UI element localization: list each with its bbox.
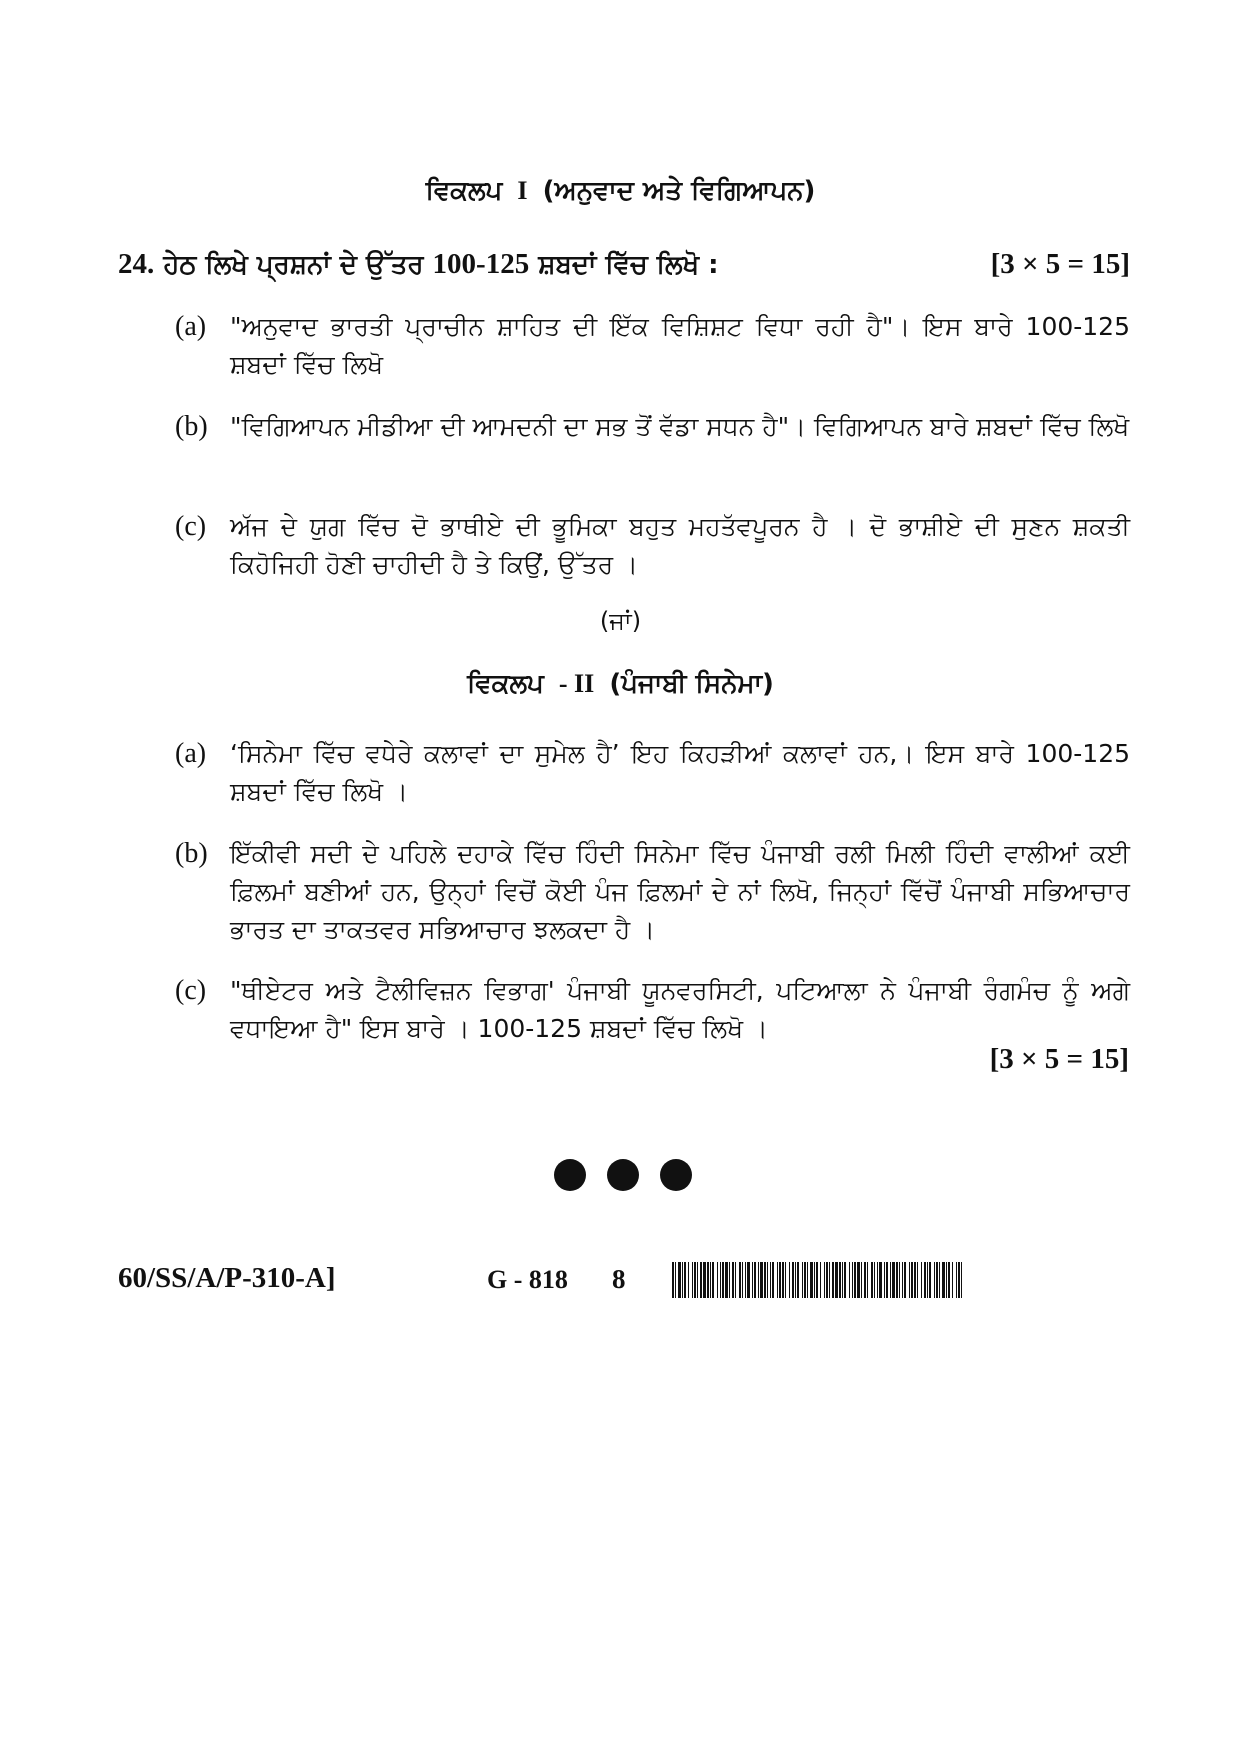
barcode-bar bbox=[725, 1262, 728, 1298]
barcode-bar bbox=[946, 1262, 947, 1298]
barcode-bar bbox=[842, 1262, 843, 1298]
page-number: 8 bbox=[612, 1264, 626, 1294]
barcode-bar bbox=[936, 1262, 938, 1298]
item-text: ‘ਸਿਨੇਮਾ ਵਿੱਚ ਵਧੇਰੇ ਕਲਾਵਾਂ ਦਾ ਸੁਮੇਲ ਹੈ’ ਇਹ ਕਿਹੜੀਆਂ ਕਲਾਵਾਂ ਹਨ,। ਇਸ ਬਾਰੇ 100-125 ਸ਼ਬਦਾਂ ਵਿੱਚ ਲਿਖੋ । bbox=[230, 739, 1130, 806]
barcode-bar bbox=[917, 1262, 918, 1298]
barcode-bar bbox=[752, 1262, 753, 1298]
barcode-bar bbox=[892, 1262, 895, 1298]
item-text: ਇੱਕੀਵੀ ਸਦੀ ਦੇ ਪਹਿਲੇ ਦਹਾਕੇ ਵਿੱਚ ਹਿੰਦੀ ਸਿਨੇਮਾ ਵਿੱਚ ਪੰਜਾਬੀ ਰਲੀ ਮਿਲੀ ਹਿੰਦੀ ਵਾਲੀਆਂ ਕਈ ਫ਼ਿਲਮਾਂ ਬਣੀਆਂ ਹਨ, ਉਨ੍ਹਾਂ ਵਿਚੋਂ ਕੋਈ ਪੰਜ ਫ਼ਿਲਮਾਂ ਦੇ ਨਾਂ ਲਿਖੋ, ਜਿਨ੍ਹਾਂ ਵਿੱਚੋਂ ਪੰਜਾਬੀ ਸਭਿਆਚਾਰ ਭਾਰਤ ਦਾ ਤਾਕਤਵਰ ਸਭਿਆਚਾਰ ਝਲਕਦਾ ਹੈ । bbox=[230, 839, 1130, 944]
barcode-bar bbox=[745, 1262, 746, 1298]
barcode-bar bbox=[810, 1262, 813, 1298]
section-2-heading bbox=[0, 669, 1241, 700]
barcode-bar bbox=[782, 1262, 784, 1298]
item-label: (a) bbox=[175, 311, 207, 342]
barcode-bar bbox=[703, 1262, 706, 1298]
question-marks: [3 × 5 = 15] bbox=[990, 248, 1130, 280]
barcode-bar bbox=[758, 1262, 759, 1298]
section-2-heading-suffix: (ਪੰਜਾਬੀ ਸਿਨੇਮਾ) bbox=[609, 669, 774, 699]
barcode-bar bbox=[952, 1262, 953, 1298]
section-2-heading-roman: - II bbox=[558, 669, 595, 698]
barcode-bar bbox=[682, 1262, 683, 1298]
section-2-marks: [3 × 5 = 15] bbox=[989, 1043, 1129, 1075]
question-number: 24. bbox=[118, 248, 155, 280]
barcode-bar bbox=[824, 1262, 825, 1298]
item-text: "ਵਿਗਿਆਪਨ ਮੀਡੀਆ ਦੀ ਆਮਦਨੀ ਦਾ ਸਭ ਤੋਂ ਵੱਡਾ ਸਧਨ ਹੈ"। ਵਿਗਿਆਪਨ ਬਾਰੇ ਸ਼ਬਦਾਂ ਵਿੱਚ ਲਿਖੋ bbox=[230, 412, 1130, 441]
barcode-bar bbox=[958, 1262, 960, 1298]
item-label: (b) bbox=[175, 411, 208, 442]
barcode-bar bbox=[934, 1262, 935, 1298]
barcode-bar bbox=[839, 1262, 841, 1298]
barcode-bar bbox=[829, 1262, 830, 1298]
barcode-bar bbox=[742, 1262, 743, 1298]
section-2-heading-prefix: ਵਿਕਲਪ bbox=[467, 669, 544, 699]
barcode-bar bbox=[832, 1262, 834, 1298]
section-1-heading-roman: I bbox=[517, 176, 528, 205]
barcode-bar bbox=[739, 1262, 741, 1298]
barcode-bar bbox=[844, 1262, 846, 1298]
barcode-bar bbox=[707, 1262, 709, 1298]
section-1-heading-prefix: ਵਿਕਲਪ bbox=[425, 176, 503, 206]
barcode-bar bbox=[816, 1262, 818, 1298]
barcode-bar bbox=[777, 1262, 778, 1298]
question-text-b: ਸ਼ਬਦਾਂ ਵਿੱਚ ਲਿਖੋ : bbox=[538, 250, 719, 280]
item-label: (a) bbox=[175, 738, 207, 769]
barcode-bar bbox=[722, 1262, 724, 1298]
barcode-bar bbox=[795, 1262, 796, 1298]
barcode-bar bbox=[899, 1262, 900, 1298]
or-separator: (ਜਾਂ) bbox=[599, 607, 642, 635]
barcode-bar bbox=[779, 1262, 781, 1298]
barcode-bar bbox=[710, 1262, 711, 1298]
barcode-bar bbox=[929, 1262, 931, 1298]
dot bbox=[607, 1159, 639, 1191]
barcode-bar bbox=[884, 1262, 885, 1298]
barcode-bar bbox=[864, 1262, 866, 1298]
barcode-bar bbox=[911, 1262, 913, 1298]
barcode-bar bbox=[767, 1262, 768, 1298]
barcode-bar bbox=[747, 1262, 750, 1298]
barcode-bar bbox=[694, 1262, 696, 1298]
barcode-bar bbox=[896, 1262, 898, 1298]
barcode-bar bbox=[754, 1262, 756, 1298]
barcode-bar bbox=[849, 1262, 850, 1298]
barcode-bar bbox=[914, 1262, 916, 1298]
barcode-bar bbox=[760, 1262, 763, 1298]
barcode-bar bbox=[792, 1262, 794, 1298]
barcode-bar bbox=[961, 1262, 962, 1298]
question-range: 100-125 bbox=[432, 248, 530, 280]
barcode-bar bbox=[909, 1262, 910, 1298]
section-1-heading-suffix: (ਅਨੁਵਾਦ ਅਤੇ ਵਿਗਿਆਪਨ) bbox=[542, 176, 816, 206]
barcode-bar bbox=[675, 1262, 676, 1298]
item-label: (c) bbox=[175, 511, 207, 542]
barcode-bar bbox=[886, 1262, 888, 1298]
barcode-bar bbox=[879, 1262, 882, 1298]
barcode-bar bbox=[785, 1262, 786, 1298]
barcode-bar bbox=[712, 1262, 714, 1298]
barcode-bar bbox=[770, 1262, 771, 1298]
barcode-bar bbox=[871, 1262, 873, 1298]
dot bbox=[554, 1159, 586, 1191]
barcode-bar bbox=[697, 1262, 698, 1298]
barcode-bar bbox=[902, 1262, 903, 1298]
item-text: "ਥੀਏਟਰ ਅਤੇ ਟੈਲੀਵਿਜ਼ਨ ਵਿਭਾਗ' ਪੰਜਾਬੀ ਯੂਨਵਰਸਿਟੀ, ਪਟਿਆਲਾ ਨੇ ਪੰਜਾਬੀ ਰੰਗਮੰਚ ਨੂੰ ਅਗੇ ਵਧਾਇਆ ਹੈ" ਇਸ ਬਾਰੇ । 100-125 ਸ਼ਬਦਾਂ ਵਿੱਚ ਲਿਖੋ । bbox=[230, 976, 1130, 1043]
paper-code: 60/SS/A/P-310-A] bbox=[118, 1262, 336, 1294]
item-label: (b) bbox=[175, 838, 208, 869]
barcode-bar bbox=[678, 1262, 681, 1298]
barcode-bar bbox=[684, 1262, 686, 1298]
barcode-bar bbox=[921, 1262, 922, 1298]
barcode-bar bbox=[807, 1262, 808, 1298]
question-text-a: ਹੇਠ ਲਿਖੇ ਪ੍ਰਸ਼ਨਾਂ ਦੇ ਉੱਤਰ bbox=[163, 250, 424, 280]
barcode-bar bbox=[804, 1262, 806, 1298]
barcode-bar bbox=[720, 1262, 721, 1298]
barcode-bar bbox=[877, 1262, 878, 1298]
barcode-bar bbox=[735, 1262, 736, 1298]
barcode-bar bbox=[772, 1262, 774, 1298]
barcode-bar bbox=[867, 1262, 868, 1298]
barcode-bar bbox=[857, 1262, 860, 1298]
item-label: (c) bbox=[175, 975, 207, 1006]
barcode-bar bbox=[672, 1262, 674, 1298]
barcode-bar bbox=[717, 1262, 718, 1298]
barcode-bar bbox=[948, 1262, 950, 1298]
barcode bbox=[672, 1262, 966, 1298]
barcode-bar bbox=[826, 1262, 828, 1298]
barcode-bar bbox=[927, 1262, 928, 1298]
item-text: "ਅਨੁਵਾਦ ਭਾਰਤੀ ਪ੍ਰਾਚੀਨ ਸ਼ਾਹਿਤ ਦੀ ਇੱਕ ਵਿਸ਼ਿਸ਼ਟ ਵਿਧਾ ਰਹੀ ਹੈ"। ਇਸ ਬਾਰੇ 100-125 ਸ਼ਬਦਾਂ ਵਿੱਚ ਲਿਖੋ bbox=[230, 312, 1130, 379]
item-text: ਅੱਜ ਦੇ ਯੁਗ ਵਿੱਚ ਦੋ ਭਾਥੀਏ ਦੀ ਭੂਮਿਕਾ ਬਹੁਤ ਮਹਤੱਵਪੂਰਨ ਹੈ । ਦੋ ਭਾਸ਼ੀਏ ਦੀ ਸੁਣਨ ਸ਼ਕਤੀ ਕਿਹੋਜਿਹੀ ਹੋਣੀ ਚਾਹੀਦੀ ਹੈ ਤੇ ਕਿਉਂ, ਉੱਤਰ । bbox=[230, 512, 1130, 579]
barcode-bar bbox=[820, 1262, 821, 1298]
barcode-bar bbox=[814, 1262, 815, 1298]
dot bbox=[660, 1159, 692, 1191]
barcode-bar bbox=[956, 1262, 957, 1298]
barcode-bar bbox=[732, 1262, 734, 1298]
barcode-bar bbox=[688, 1262, 689, 1298]
barcode-bar bbox=[939, 1262, 940, 1298]
barcode-bar bbox=[890, 1262, 891, 1298]
barcode-bar bbox=[797, 1262, 799, 1298]
section-1-heading bbox=[0, 176, 1241, 207]
question-24-line bbox=[118, 248, 1130, 281]
g-number: G - 818 bbox=[487, 1265, 568, 1294]
barcode-bar bbox=[854, 1262, 856, 1298]
end-of-paper-dots bbox=[553, 1158, 693, 1192]
barcode-bar bbox=[729, 1262, 730, 1298]
barcode-bar bbox=[942, 1262, 945, 1298]
barcode-bar bbox=[874, 1262, 875, 1298]
barcode-bar bbox=[924, 1262, 926, 1298]
barcode-bar bbox=[852, 1262, 853, 1298]
barcode-bar bbox=[700, 1262, 702, 1298]
barcode-bar bbox=[904, 1262, 906, 1298]
barcode-bar bbox=[789, 1262, 790, 1298]
barcode-bar bbox=[692, 1262, 693, 1298]
barcode-bar bbox=[861, 1262, 862, 1298]
barcode-bar bbox=[802, 1262, 803, 1298]
barcode-bar bbox=[835, 1262, 838, 1298]
barcode-bar bbox=[764, 1262, 766, 1298]
